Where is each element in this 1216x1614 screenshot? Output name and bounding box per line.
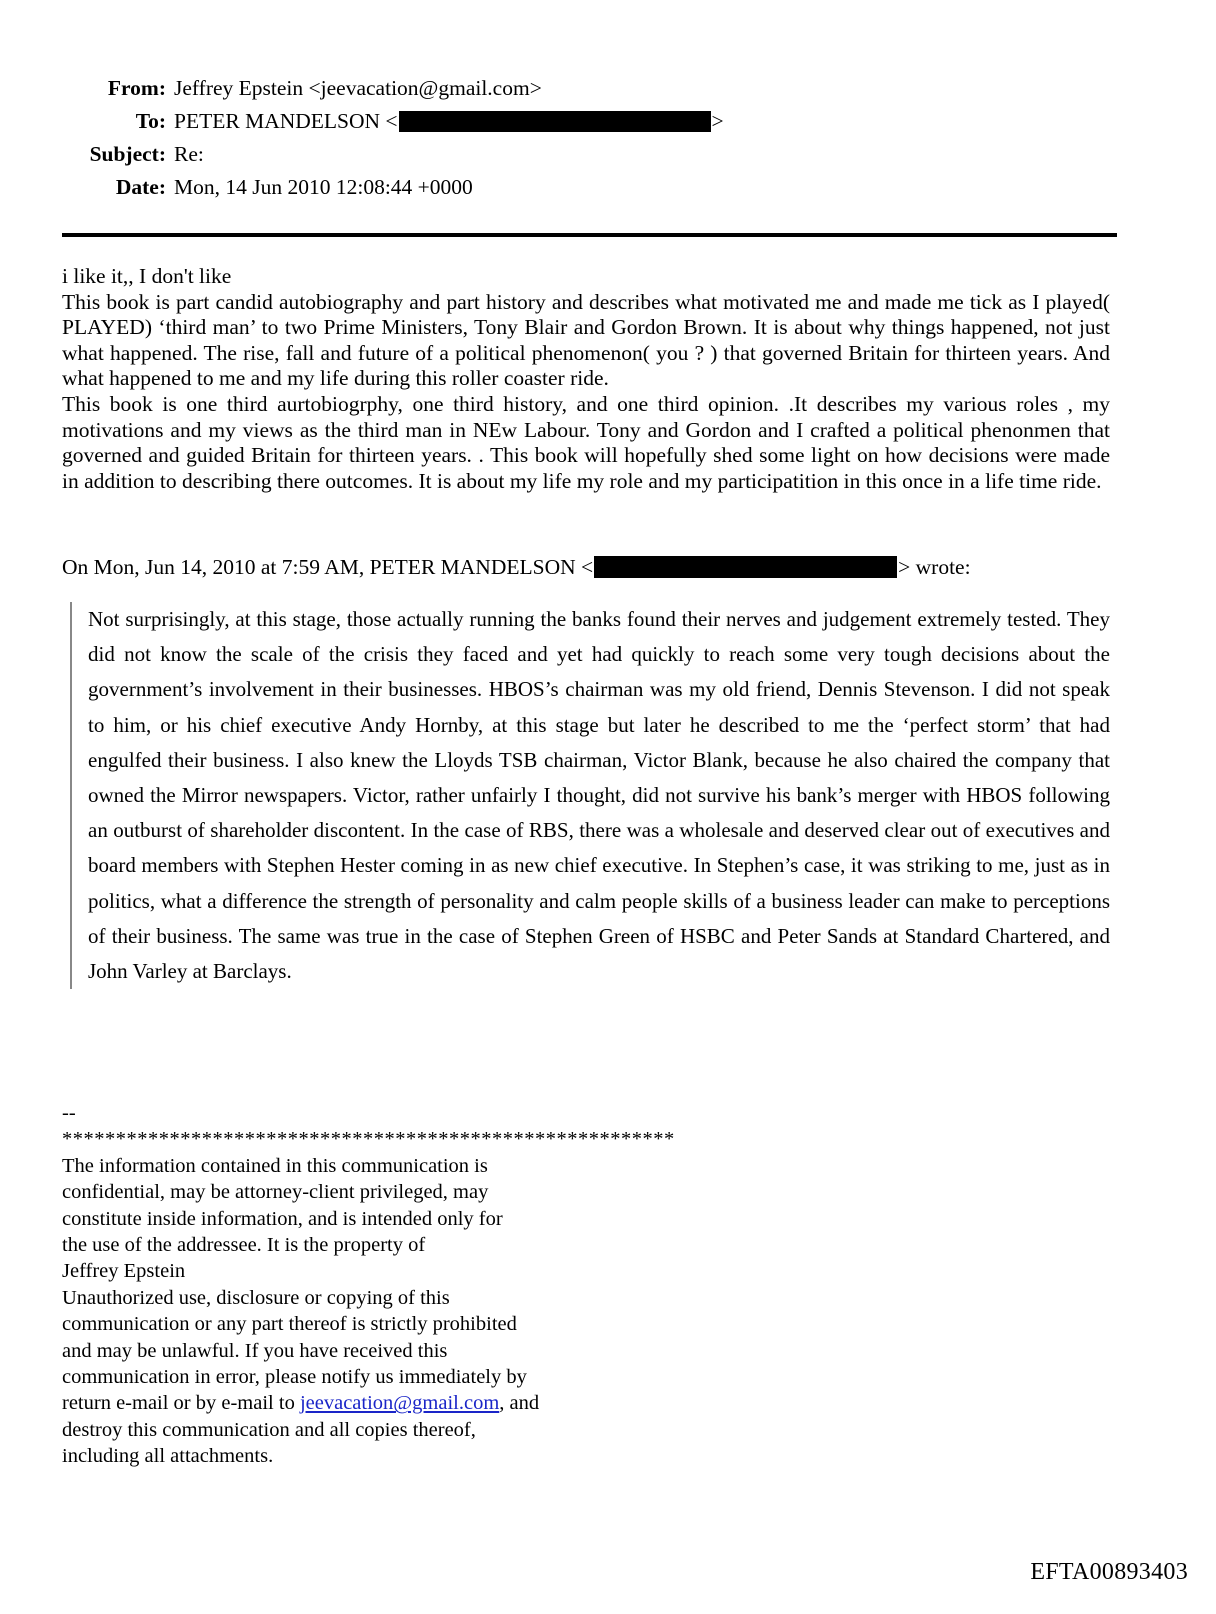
quote-attribution-prefix: On Mon, Jun 14, 2010 at 7:59 AM, PETER MANDELSON <: [62, 555, 594, 579]
quote-attribution-suffix: > wrote:: [898, 555, 971, 579]
body-paragraph-1: This book is part candid autobiography and part history and describes what motivated me and made me tick as I played( PLAYED) ‘third man’ to two Prime Ministers, Tony Blair and Gordon Brown. It is about why things happened, not just what happened. The rise, fall and future of a political phenomenon( you ? ) that governed Britain for thirteen years. And what happened to me and my life during this roller coaster ride.: [62, 289, 1110, 391]
subject-label: Subject:: [89, 142, 166, 166]
confidentiality-disclaimer: [62, 1100, 822, 1470]
redaction-bar-quote: [594, 556, 897, 578]
bates-number: EFTA00893403: [1030, 1559, 1188, 1585]
from-label: From:: [107, 76, 166, 100]
disclaimer-line: the use of the addressee. It is the property of: [62, 1234, 426, 1257]
disclaimer-email-suffix: , and: [499, 1392, 540, 1415]
email-link[interactable]: jeevacation@gmail.com: [299, 1392, 500, 1415]
email-body: [62, 264, 1110, 494]
quoted-message-text: Not surprisingly, at this stage, those actually running the banks found their nerves and judgement extremely tested. They did not know the scale of the crisis they faced and yet had quickly to reach some very tough decisions about the government’s involvement in their businesses. HBOS’s chairman was my old friend, Dennis Stevenson. I did not speak to him, or his chief executive Andy Hornby, at this stage but later he described to me the ‘perfect storm’ that had engulfed their business. I also knew the Lloyds TSB chairman, Victor Blank, because he also chaired the company that owned the Mirror newspapers. Victor, rather unfairly I thought, did not survive his bank’s merger with HBOS following an outburst of shareholder discontent. In the case of RBS, there was a wholesale and deserved clear out of executives and board members with Stephen Hester coming in as new chief executive. In Stephen’s case, it was striking to me, just as in politics, what a difference the strength of personality and calm people skills of a business leader can make to perceptions of their business. The same was true in the case of Stephen Green of HSBC and Peter Sands at Standard Chartered, and John Varley at Barclays.: [88, 607, 1110, 984]
disclaimer-line: including all attachments.: [62, 1445, 274, 1468]
body-paragraph-2: This book is one third aurtobiogrphy, one third history, and one third opinion. .It describes my various roles , my motivations and my views as the third man in NEw Labour. Tony and Gordon and I crafted a political phenonmen that governed and guided Britain for thirteen years. . This book will hopefully shed some light on how decisions were made in addition to describing there outcomes. It is about my life my role and my participatition in this once in a life time ride.: [62, 391, 1110, 493]
disclaimer-email-line: [62, 1390, 822, 1416]
signature-stars: *********************************************************: [62, 1128, 675, 1151]
disclaimer-line: and may be unlawful. If you have received this: [62, 1339, 448, 1362]
to-value: [174, 105, 1122, 138]
body-line-1: i like it,, I don't like: [62, 264, 232, 288]
quoted-message-block: [70, 602, 1110, 989]
disclaimer-line: The information contained in this communication is: [62, 1154, 488, 1177]
date-value: Mon, 14 Jun 2010 12:08:44 +0000: [174, 175, 473, 199]
disclaimer-email-prefix: return e-mail or by e-mail to: [62, 1392, 300, 1415]
disclaimer-line: confidential, may be attorney-client privileged, may: [62, 1181, 489, 1204]
header-row-to: [62, 105, 1122, 138]
disclaimer-line: Jeffrey Epstein: [62, 1260, 186, 1283]
to-label: To:: [135, 109, 166, 133]
disclaimer-line: constitute inside information, and is intended only for: [62, 1207, 503, 1230]
subject-value: Re:: [174, 142, 204, 166]
header-row-subject: [62, 138, 1122, 171]
date-label: Date:: [115, 175, 166, 199]
header-row-from: [62, 72, 1122, 105]
disclaimer-line: communication in error, please notify us immediately by: [62, 1366, 527, 1389]
from-value: Jeffrey Epstein <jeevacation@gmail.com>: [174, 76, 542, 100]
to-recipient-name: PETER MANDELSON <: [174, 109, 398, 133]
disclaimer-line: Unauthorized use, disclosure or copying of this: [62, 1286, 450, 1309]
header-row-date: [62, 171, 1122, 204]
header-divider: [62, 233, 1117, 237]
disclaimer-line: communication or any part thereof is strictly prohibited: [62, 1313, 517, 1336]
to-bracket-close: >: [711, 109, 724, 133]
disclaimer-line: destroy this communication and all copies thereof,: [62, 1418, 476, 1441]
quoted-message-attribution: [62, 553, 1112, 581]
redaction-bar-to: [399, 111, 711, 132]
email-header: [62, 72, 1122, 204]
signature-dashes: --: [62, 1102, 76, 1124]
